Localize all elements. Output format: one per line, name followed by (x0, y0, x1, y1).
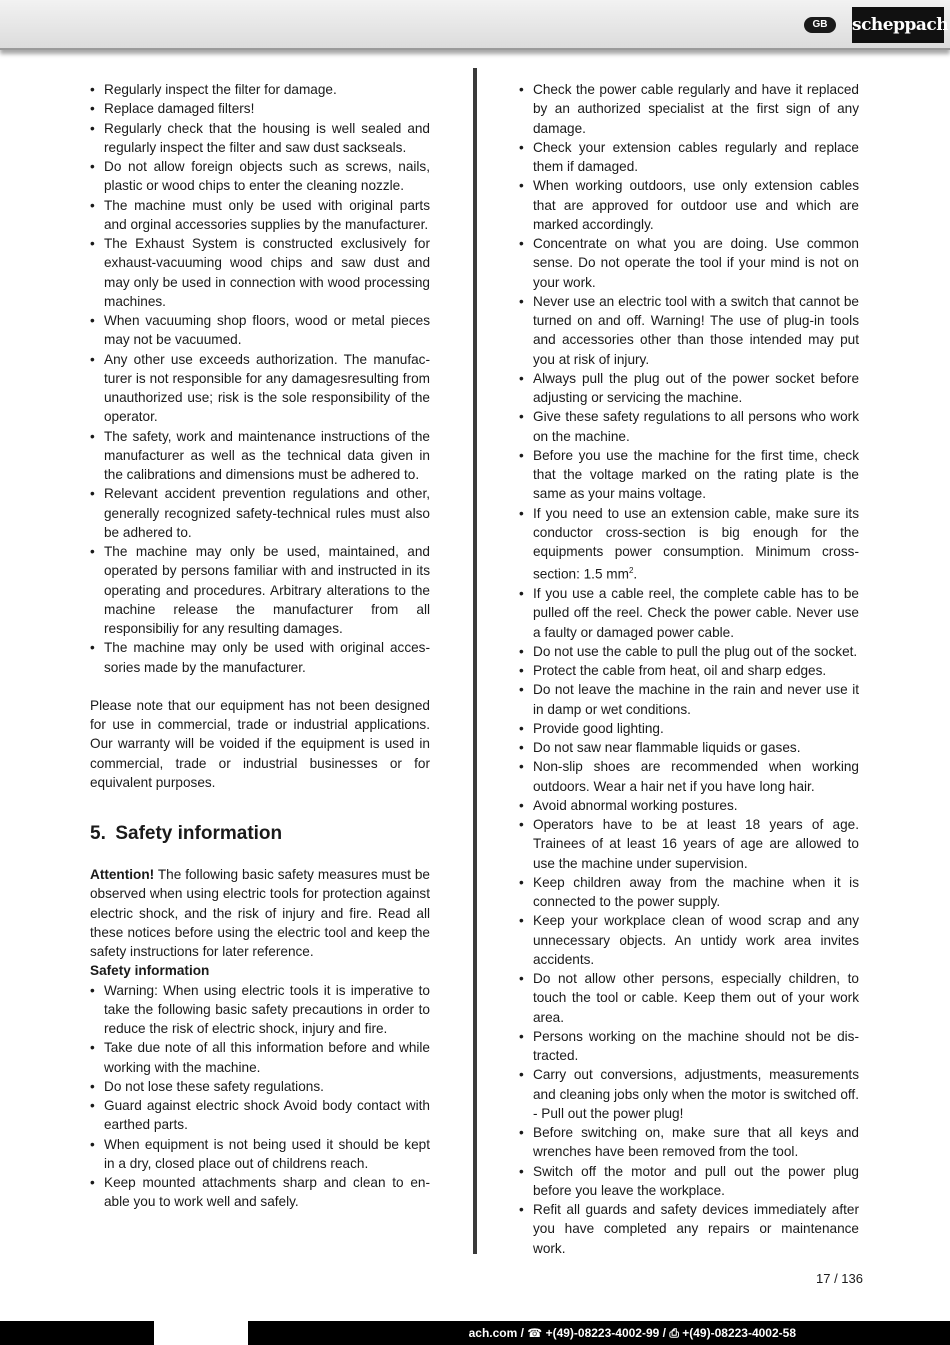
page-number: 17 / 136 (816, 1271, 863, 1286)
list-item: • When equipment is not being used it should be kept in a dry, closed place out of childrens reach. (90, 1135, 430, 1174)
list-item: • Do not allow foreign objects such as screws, nails, plastic or wood chips to enter the cleaning nozzle. (90, 157, 430, 196)
list-item: • When vacuuming shop floors, wood or metal pieces may not be vacuumed. (90, 311, 430, 350)
extension-cable-text: If you need to use an extension cable, make sure its conductor cross-section is big enough for the equipments power consumption. Minimum cross-section: 1.5 mm (533, 505, 859, 582)
list-item: • Keep your workplace clean of wood scrap and any unnecessary objects. An untidy work area invites accidents. (519, 911, 859, 969)
attention-text: The following basic safety measures must be observed when using electric tools for protection against electric shock, and the risk of injury and fire. Read all these notices before using the electric tool and keep the safety instructions for later reference. (90, 867, 430, 959)
list-item: • The safety, work and maintenance instructions of the manufacturer as well as the technical data given in the calibrations and dimensions must be adhered to. (90, 427, 430, 485)
language-badge: GB (804, 17, 836, 33)
list-item: • Do not lose these safety regulations. (90, 1077, 430, 1096)
left-bullet-list-bottom (90, 981, 430, 1212)
list-item: • Check your extension cables regularly and replace them if damaged. (519, 138, 859, 177)
list-item: • Guard against electric shock Avoid body contact with earthed parts. (90, 1096, 430, 1135)
list-item: • Avoid abnormal working postures. (519, 796, 859, 815)
list-item: • Always pull the plug out of the power socket before adjusting or servicing the machine. (519, 369, 859, 408)
list-item: • The machine may only be used, maintained, and operated by persons familiar with and instructed in its operating and procedures. Arbitrary alterations to the machine release the manufacturer from all responsibiliy for any resulting damages. (90, 542, 430, 638)
list-item: • The machine must only be used with original parts and orginal accessories supplies by the manufacturer. (90, 196, 430, 235)
list-item: • Switch off the motor and pull out the power plug before you leave the workplace. (519, 1162, 859, 1201)
list-item: • Refit all guards and safety devices immediately after you have completed any repairs or maintenance work. (519, 1200, 859, 1258)
list-item: • Non-slip shoes are recommended when working outdoors. Wear a hair net if you have long hair. (519, 757, 859, 796)
list-item: • Carry out conversions, adjustments, measurements and cleaning jobs only when the motor is switched off. - Pull out the power plug! (519, 1065, 859, 1123)
list-item: • Take due note of all this information before and while working with the machine. (90, 1038, 430, 1077)
section-heading: 5. Safety information (90, 823, 283, 844)
column-divider (473, 68, 477, 1254)
list-item: • Any other use exceeds authorization. The manufacturer is not responsible for any damagesresulting from unauthorized use; risk is the sole responsibility of the operator. (90, 350, 430, 427)
list-item: • Regularly check that the housing is well sealed and regularly inspect the filter and saw dust sackseals. (90, 119, 430, 158)
list-item: • When working outdoors, use only extension cables that are approved for outdoor use and which are marked accordingly. (519, 176, 859, 234)
list-item: • Do not allow other persons, especially children, to touch the tool or cable. Keep them out of your work area. (519, 969, 859, 1027)
warranty-note: Please note that our equipment has not been designed for use in commercial, trade or industrial applications. Our warranty will be voided if the equipment is used in commercial, trade or industrial businesses or for equivalent purposes. (90, 697, 430, 790)
list-item: • Check the power cable regularly and have it replaced by an authorized specialist at the first sign of any damage. (519, 80, 859, 138)
list-item: • Do not leave the machine in the rain and never use it in damp or wet conditions. (519, 680, 859, 719)
extension-cable-end: . (633, 566, 638, 582)
list-item: • Replace damaged filters! (90, 99, 430, 118)
footer-gap (154, 1321, 248, 1345)
list-item: • Give these safety regulations to all persons who work on the machine. (519, 407, 859, 446)
left-bullet-list-top (90, 80, 430, 677)
list-item: • Keep children away from the machine when it is connected to the power supply. (519, 873, 859, 912)
list-item: • The machine may only be used with original accessories made by the manufacturer. (90, 638, 430, 677)
right-column (519, 80, 859, 1258)
list-item: • Regularly inspect the filter for damage. (90, 80, 430, 99)
list-item: • Relevant accident prevention regulations and other, generally recognized safety-technical rules must also be adhered to. (90, 484, 430, 542)
list-item: • Do not saw near flammable liquids or gases. (519, 738, 859, 757)
list-item: • Before switching on, make sure that all keys and wrenches have been removed from the tool. (519, 1123, 859, 1162)
list-item: • Keep mounted attachments sharp and clean to enable you to work well and safely. (90, 1173, 430, 1212)
list-item: • If you use a cable reel, the complete cable has to be pulled off the reel. Check the power cable. Never use a faulty or damaged power cable. (519, 584, 859, 642)
footer-contact: ach.com / ☎ +(49)-08223-4002-99 / ⎙ +(49)-08223-4002-58 (468, 1326, 796, 1340)
list-item: • Protect the cable from heat, oil and sharp edges. (519, 661, 859, 680)
safety-subheading: Safety information (90, 963, 210, 979)
list-item: • Provide good lighting. (519, 719, 859, 738)
list-item: • Warning: When using electric tools it is imperative to take the following basic safety precautions in order to reduce the risk of electric shock, injury and fire. (90, 981, 430, 1039)
list-item: • Operators have to be at least 18 years of age. Trainees of at least 16 years of age are allowed to use the machine under supervision. (519, 815, 859, 873)
list-item: • Never use an electric tool with a switch that cannot be turned on and off. Warning! The use of plug-in tools and accessories other than those intended may put you at risk of injury. (519, 292, 859, 369)
right-bullet-list (519, 80, 859, 1258)
list-item: • Before you use the machine for the first time, check that the voltage marked on the rating plate is the same as your mains voltage. (519, 446, 859, 504)
list-item: • The Exhaust System is constructed exclusively for exhaust-vacuuming wood chips and saw dust and may only be used in connection with wood processing machines. (90, 234, 430, 311)
attention-label: Attention! (90, 867, 155, 882)
left-column (90, 80, 430, 1212)
superscript-two: 2 (628, 566, 634, 576)
list-item: • Persons working on the machine should not be distracted. (519, 1027, 859, 1066)
list-item (519, 504, 859, 585)
list-item: • Do not use the cable to pull the plug out of the socket. (519, 642, 859, 661)
brand-logo: scheppach (852, 7, 944, 43)
attention-paragraph (90, 865, 430, 961)
list-item: • Concentrate on what you are doing. Use common sense. Do not operate the tool if your mind is not on your work. (519, 234, 859, 292)
